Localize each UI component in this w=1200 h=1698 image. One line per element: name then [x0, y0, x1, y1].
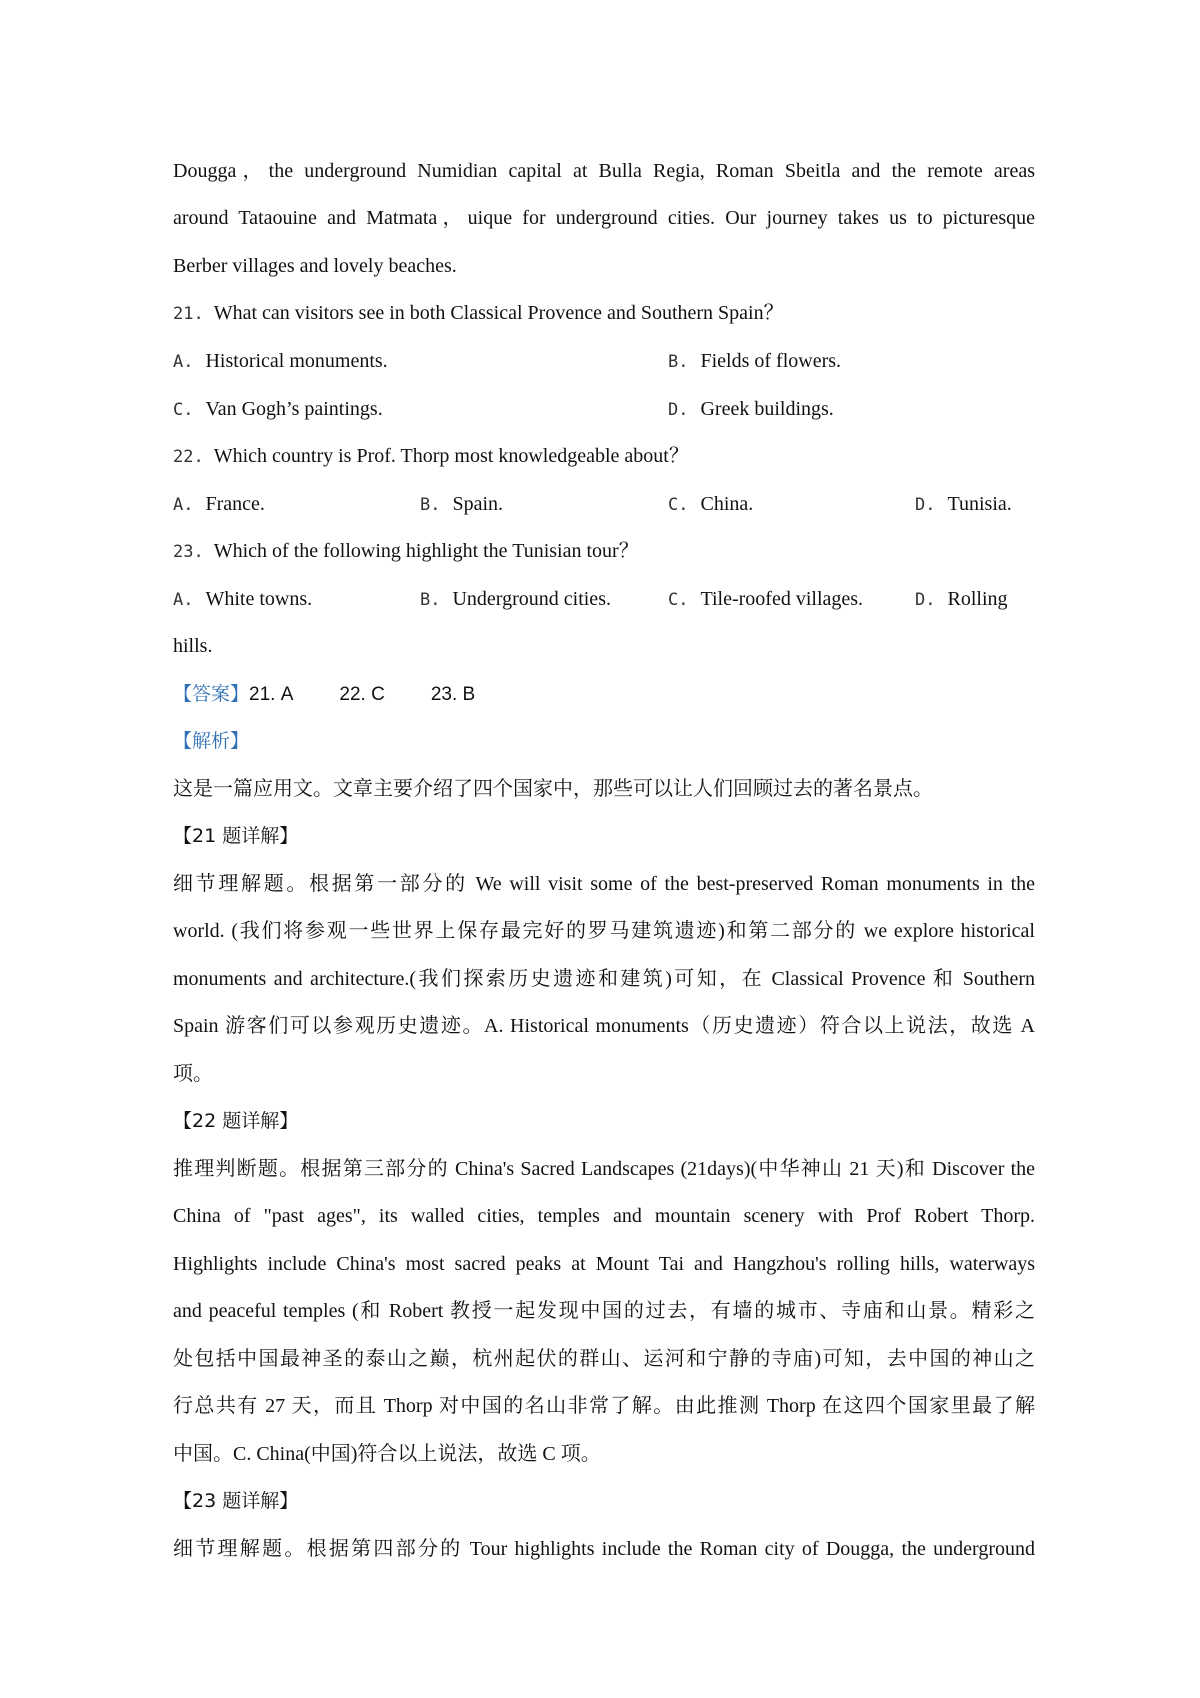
- question-number: 23.: [173, 542, 204, 562]
- question-22: [173, 442, 689, 471]
- detail-21-line: 项。: [173, 1063, 213, 1085]
- detail-22-line: 中国。C. China(中国)符合以上说法，故选 C 项。: [173, 1443, 601, 1465]
- option-23-d-wrap: hills.: [173, 635, 213, 657]
- option-letter: A.: [173, 590, 194, 610]
- analysis-summary: 这是一篇应用文。文章主要介绍了四个国家中，那些可以让人们回顾过去的著名景点。: [173, 778, 933, 800]
- passage-line: Berber villages and lovely beaches.: [173, 255, 457, 277]
- option-letter: C.: [668, 590, 689, 610]
- option-letter: A.: [173, 352, 194, 372]
- option-letter: D.: [668, 400, 689, 420]
- option-text: White towns.: [205, 588, 313, 610]
- answer-label: 【答案】: [173, 683, 250, 705]
- detail-22-line: 行总共有 27 天，而且 Thorp 对中国的名山非常了解。由此推测 Thorp 在这四个国家里最了解: [173, 1395, 1035, 1417]
- detail-21-line: world. (我们将参观一些世界上保存最完好的罗马建筑遗迹)和第二部分的 we explore historical: [173, 920, 1035, 942]
- question-text: Which of the following highlight the Tunisian tour？: [213, 540, 639, 562]
- detail-21-title: 【21 题详解】: [173, 825, 299, 847]
- option-letter: B.: [420, 590, 441, 610]
- option-22-b: [420, 490, 503, 519]
- option-21-b: [668, 347, 841, 376]
- detail-22-line: China of "past ages", its walled cities, temples and mountain scenery with Prof Robert Thorp.: [173, 1205, 1035, 1227]
- option-text: Historical monuments.: [205, 350, 388, 372]
- detail-21-line: monuments and architecture.(我们探索历史遗迹和建筑)可知，在 Classical Provence 和 Southern: [173, 968, 1035, 990]
- passage-line: Dougga，the underground Numidian capital at Bulla Regia, Roman Sbeitla and the remote areas: [173, 160, 1035, 182]
- question-number: 21.: [173, 304, 204, 324]
- option-23-a: [173, 585, 312, 614]
- detail-22-line: 推理判断题。根据第三部分的 China's Sacred Landscapes (21days)(中华神山 21 天)和 Discover the: [173, 1158, 1035, 1180]
- option-23-b: [420, 585, 611, 614]
- option-text: Greek buildings.: [700, 398, 834, 420]
- option-letter: B.: [668, 352, 689, 372]
- option-letter: C.: [173, 400, 194, 420]
- detail-22-line: and peaceful temples (和 Robert 教授一起发现中国的过去，有墙的城市、寺庙和山景。精彩之: [173, 1300, 1035, 1322]
- option-21-a: [173, 347, 388, 376]
- option-letter: A.: [173, 495, 194, 515]
- question-text: What can visitors see in both Classical Provence and Southern Spain？: [213, 302, 784, 324]
- option-letter: D.: [915, 590, 936, 610]
- option-text: Van Gogh’s paintings.: [205, 398, 383, 420]
- option-letter: D.: [915, 495, 936, 515]
- question-23: [173, 537, 639, 566]
- detail-23-title: 【23 题详解】: [173, 1490, 299, 1512]
- detail-22-line: 处包括中国最神圣的泰山之巅，杭州起伏的群山、运河和宁静的寺庙)可知，去中国的神山之: [173, 1348, 1035, 1370]
- passage-line: around Tataouine and Matmata，uique for underground cities. Our journey takes us to picturesque: [173, 207, 1035, 229]
- option-letter: B.: [420, 495, 441, 515]
- option-22-a: [173, 490, 265, 519]
- answer-line: [173, 680, 521, 709]
- detail-22-line: Highlights include China's most sacred peaks at Mount Tai and Hangzhou's rolling hills, waterways: [173, 1253, 1035, 1275]
- option-text: Underground cities.: [452, 588, 611, 610]
- option-text: Tile-roofed villages.: [700, 588, 864, 610]
- answer-23: 23. B: [430, 684, 476, 705]
- detail-21-line: 细节理解题。根据第一部分的 We will visit some of the best-preserved Roman monuments in the: [173, 873, 1035, 895]
- question-21: [173, 299, 784, 328]
- answer-values: [249, 684, 521, 705]
- question-number: 22.: [173, 447, 204, 467]
- option-text: Tunisia.: [947, 493, 1012, 515]
- option-21-d: [668, 395, 834, 424]
- option-23-d: [915, 585, 1008, 614]
- option-text: Spain.: [452, 493, 504, 515]
- option-22-c: [668, 490, 753, 519]
- detail-22-title: 【22 题详解】: [173, 1110, 299, 1132]
- option-22-d: [915, 490, 1012, 519]
- option-text: Fields of flowers.: [700, 350, 842, 372]
- answer-22: 22. C: [339, 684, 385, 705]
- option-letter: C.: [668, 495, 689, 515]
- option-text: Rolling: [947, 588, 1008, 610]
- analysis-label: 【解析】: [173, 730, 250, 752]
- detail-23-line: 细节理解题。根据第四部分的 Tour highlights include the Roman city of Dougga, the underground: [173, 1538, 1035, 1560]
- answer-21: 21. A: [249, 684, 294, 705]
- option-text: France.: [205, 493, 265, 515]
- detail-21-line: Spain 游客们可以参观历史遗迹。A. Historical monuments（历史遗迹）符合以上说法，故选 A: [173, 1015, 1035, 1037]
- option-text: China.: [700, 493, 754, 515]
- option-23-c: [668, 585, 863, 614]
- question-text: Which country is Prof. Thorp most knowledgeable about？: [213, 445, 689, 467]
- option-21-c: [173, 395, 383, 424]
